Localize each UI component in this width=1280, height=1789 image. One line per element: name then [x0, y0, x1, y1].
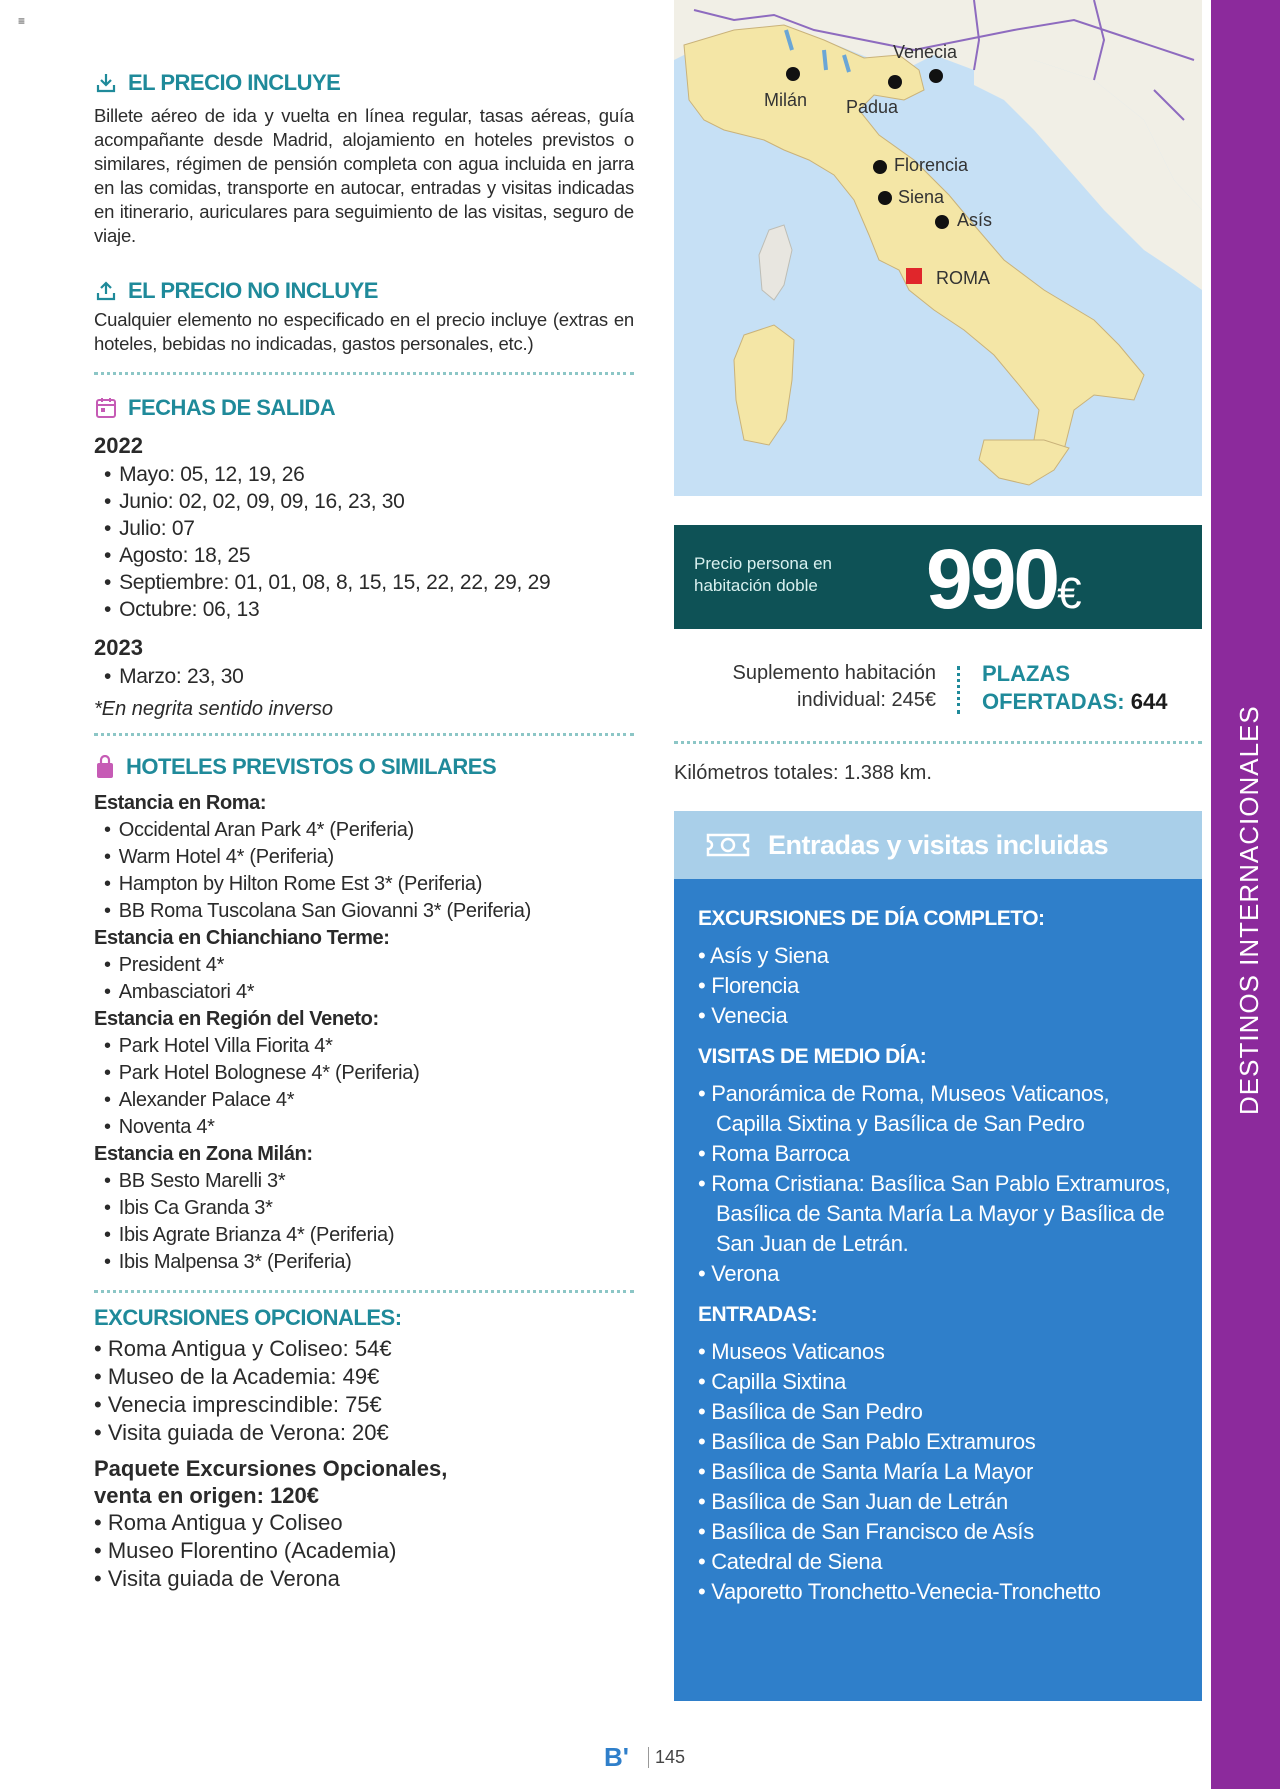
list-item: • Asís y Siena: [698, 941, 1178, 971]
year-2023: 2023: [94, 635, 143, 660]
plazas-line2: OFERTADAS:: [982, 689, 1125, 714]
divider: [674, 741, 1202, 744]
list-item: • Ibis Malpensa 3* (Periferia): [104, 1249, 634, 1276]
calendar-icon: [94, 396, 118, 420]
list-item: • Julio: 07: [104, 515, 634, 542]
vertical-divider: [957, 666, 960, 714]
list-item: • BB Sesto Marelli 3*: [104, 1168, 634, 1195]
divider: [94, 733, 634, 736]
city-label-florencia: Florencia: [894, 155, 969, 175]
fechas-title: FECHAS DE SALIDA: [128, 395, 336, 420]
list-item: • Florencia: [698, 971, 1178, 1001]
km-total: Kilómetros totales: 1.388 km.: [674, 762, 932, 784]
fechas-heading: [94, 395, 634, 421]
hotel-list: [94, 1168, 634, 1276]
hotel-list: [94, 1033, 634, 1141]
brand-logo: B': [604, 1742, 629, 1772]
divider: [94, 372, 634, 375]
list-item: • Visita guiada de Verona: [94, 1565, 634, 1593]
list-item: • Museos Vaticanos: [698, 1337, 1178, 1367]
page-number: 145: [648, 1747, 685, 1768]
package-title-2: venta en origen: 120€: [94, 1483, 319, 1508]
entradas-box: [674, 811, 1202, 1701]
list-item: • Museo de la Academia: 49€: [94, 1363, 634, 1391]
plazas-line2-wrap: [982, 688, 1167, 716]
precio-incluye-title: EL PRECIO INCLUYE: [128, 70, 341, 95]
hotel-bag-icon: [94, 755, 116, 779]
price-value: [926, 531, 1082, 628]
precio-incluye-text: Billete aéreo de ida y vuelta en línea regular, tasas aéreas, guía acompañante desde Madrid, alojamiento en hoteles previstos o similares, régimen de pensión completa con agua incluida en jarra en las comidas, transporte en autocar, entradas y visitas indicadas en itinerario, auriculares para seguimiento de las visitas, seguro de viaje.: [94, 105, 634, 246]
price-amount: 990: [926, 532, 1058, 626]
menu-glyph: ≡: [18, 14, 26, 28]
list-item: • Ibis Ca Granda 3*: [104, 1195, 634, 1222]
list-item: • Vaporetto Tronchetto-Venecia-Tronchetto: [698, 1577, 1178, 1607]
list-item: • Capilla Sixtina: [698, 1367, 1178, 1397]
hotel-groups: [94, 790, 634, 1276]
city-label-asis: Asís: [957, 210, 993, 230]
plazas-line1: PLAZAS: [982, 661, 1070, 686]
left-column: [94, 70, 634, 1593]
list-item: • President 4*: [104, 952, 634, 979]
italy-map-shape: [674, 0, 1202, 496]
price-currency: €: [1057, 569, 1082, 618]
suplemento-line2: individual: 245€: [797, 689, 936, 711]
suplemento-line1: Suplemento habitación: [732, 662, 936, 684]
list-item: • Park Hotel Villa Fiorita 4*: [104, 1033, 634, 1060]
opcionales-title: EXCURSIONES OPCIONALES:: [94, 1305, 402, 1330]
city-label-venecia: Venecia: [893, 42, 958, 62]
package-title-1: Paquete Excursiones Opcionales,: [94, 1456, 448, 1481]
entradas-header: [674, 811, 1202, 879]
precio-no-incluye-title: EL PRECIO NO INCLUYE: [128, 278, 378, 303]
list-item: • Venecia imprescindible: 75€: [94, 1391, 634, 1419]
section-title: EXCURSIONES DE DÍA COMPLETO:: [698, 907, 1045, 930]
visitas-list: [698, 1079, 1178, 1289]
hotel-list: [94, 952, 634, 1006]
price-box: [674, 525, 1202, 629]
list-item: • Agosto: 18, 25: [104, 542, 634, 569]
list-item: • Panorámica de Roma, Museos Vaticanos, Capilla Sixtina y Basílica de San Pedro: [698, 1079, 1178, 1139]
list-item: • Roma Antigua y Coliseo: 54€: [94, 1335, 634, 1363]
list-item: • Septiembre: 01, 01, 08, 8, 15, 15, 22, 22, 29, 29: [104, 569, 634, 596]
precio-no-incluye-heading: [94, 278, 634, 304]
fechas-note: *En negrita sentido inverso: [94, 698, 334, 720]
list-item: • Venecia: [698, 1001, 1178, 1031]
list-item: • Basílica de San Pablo Extramuros: [698, 1427, 1178, 1457]
plazas-count: 644: [1130, 689, 1168, 714]
list-item: • Visita guiada de Verona: 20€: [94, 1419, 634, 1447]
list-item: • Museo Florentino (Academia): [94, 1537, 634, 1565]
list-item: • Hampton by Hilton Rome Est 3* (Periferia): [104, 871, 634, 898]
opcionales-list: [94, 1335, 634, 1447]
hotel-list: [94, 817, 634, 925]
entradas-list: [698, 1337, 1178, 1607]
divider: [94, 1290, 634, 1293]
list-item: • Park Hotel Bolognese 4* (Periferia): [104, 1060, 634, 1087]
hoteles-heading: [94, 754, 634, 780]
hoteles-title: HOTELES PREVISTOS O SIMILARES: [126, 754, 497, 779]
list-item: • Catedral de Siena: [698, 1547, 1178, 1577]
list-item: • Noventa 4*: [104, 1114, 634, 1141]
download-icon: [94, 71, 118, 95]
suplemento: [686, 660, 936, 714]
precio-no-incluye-text: Cualquier elemento no especificado en el precio incluye (extras en hoteles, bebidas no indicadas, gastos personales, etc.): [94, 309, 634, 354]
entradas-body: [674, 879, 1202, 1607]
package-list: [94, 1509, 634, 1593]
hotel-group-title: Estancia en Roma:: [94, 792, 267, 814]
list-item: • Occidental Aran Park 4* (Periferia): [104, 817, 634, 844]
city-label-padua: Padua: [846, 97, 899, 117]
list-item: • Ambasciatori 4*: [104, 979, 634, 1006]
upload-icon: [94, 279, 118, 303]
list-item: • Verona: [698, 1259, 1178, 1289]
list-item: • Roma Antigua y Coliseo: [94, 1509, 634, 1537]
list-item: • Junio: 02, 02, 09, 09, 16, 23, 30: [104, 488, 634, 515]
list-item: • Basílica de San Francisco de Asís: [698, 1517, 1178, 1547]
entradas-header-title: Entradas y visitas incluidas: [768, 829, 1109, 860]
hotel-group-title: Estancia en Región del Veneto:: [94, 1008, 379, 1030]
italy-map: [674, 0, 1202, 496]
list-item: • Alexander Palace 4*: [104, 1087, 634, 1114]
excursiones-list: [698, 941, 1178, 1031]
precio-incluye-heading: [94, 70, 634, 96]
list-item: • Roma Cristiana: Basílica San Pablo Extramuros, Basílica de Santa María La Mayor y Basílica de San Juan de Letrán.: [698, 1169, 1178, 1259]
list-item: • Roma Barroca: [698, 1139, 1178, 1169]
city-label-roma: ROMA: [936, 268, 990, 288]
city-label-siena: Siena: [898, 187, 945, 207]
side-bar-label: DESTINOS INTERNACIONALES: [1234, 705, 1264, 1115]
list-item: • Octubre: 06, 13: [104, 596, 634, 623]
list-item: • Ibis Agrate Brianza 4* (Periferia): [104, 1222, 634, 1249]
plazas: [982, 660, 1167, 716]
list-item: • Basílica de San Pedro: [698, 1397, 1178, 1427]
list-item: • Mayo: 05, 12, 19, 26: [104, 461, 634, 488]
list-item: • Basílica de San Juan de Letrán: [698, 1487, 1178, 1517]
hotel-group-title: Estancia en Chianchiano Terme:: [94, 927, 390, 949]
list-item: • BB Roma Tuscolana San Giovanni 3* (Periferia): [104, 898, 634, 925]
months-2022: [94, 461, 634, 623]
city-label-milan: Milán: [764, 90, 808, 110]
price-label: Precio persona en habitación doble: [694, 554, 832, 595]
section-title: ENTRADAS:: [698, 1303, 818, 1326]
list-item: • Marzo: 23, 30: [104, 663, 634, 690]
hotel-group-title: Estancia en Zona Milán:: [94, 1143, 313, 1165]
list-item: • Basílica de Santa María La Mayor: [698, 1457, 1178, 1487]
year-2022: 2022: [94, 433, 143, 458]
ticket-icon: [704, 827, 752, 863]
list-item: • Warm Hotel 4* (Periferia): [104, 844, 634, 871]
months-2023: [94, 663, 634, 690]
section-title: VISITAS DE MEDIO DÍA:: [698, 1045, 927, 1068]
